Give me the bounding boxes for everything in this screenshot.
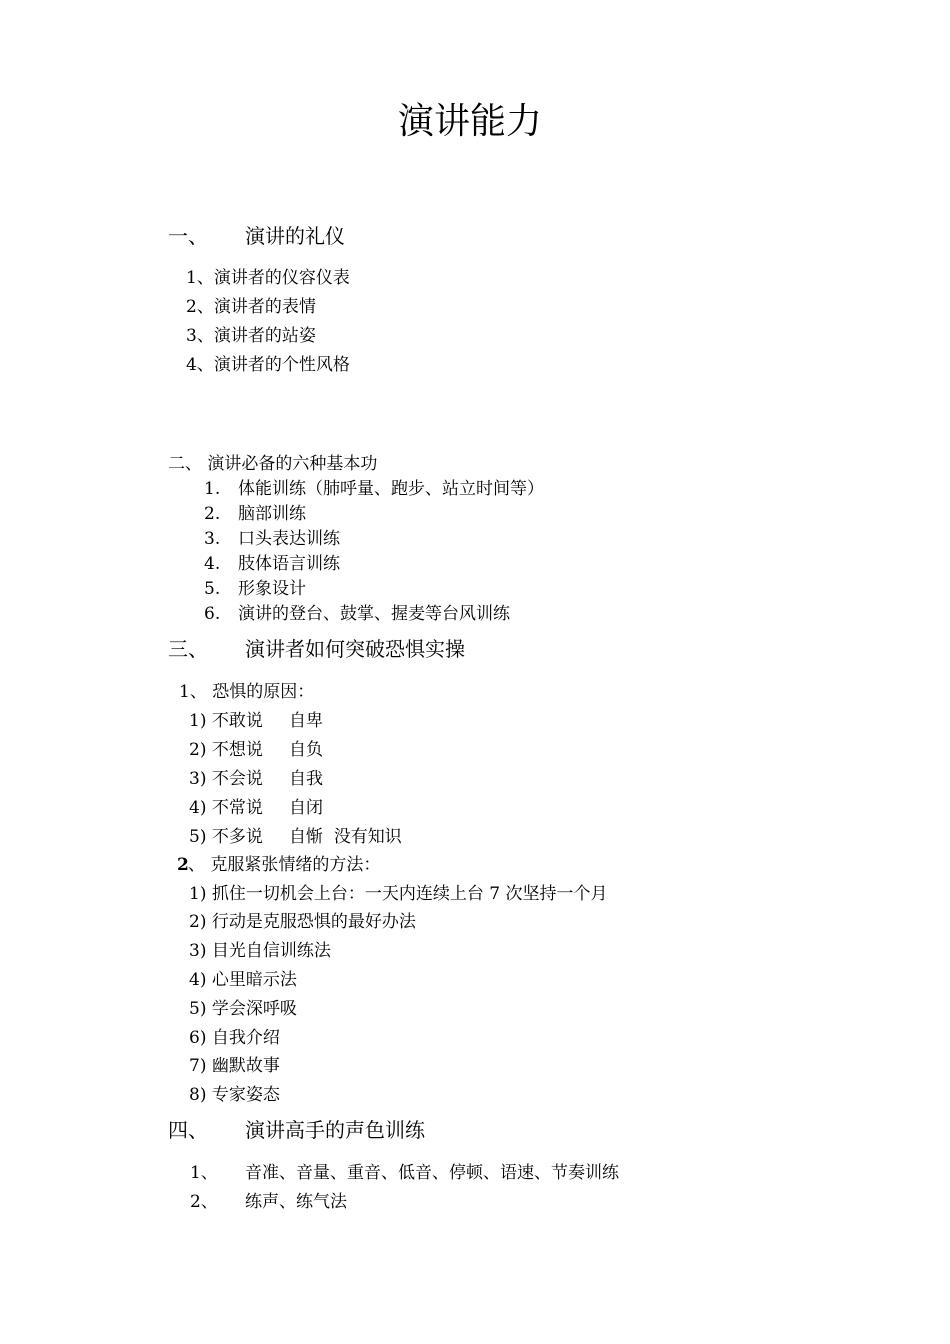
list-item: 5) 学会深呼吸 (189, 999, 297, 1019)
list-item: 3) 不会说 (189, 769, 263, 789)
list-item: 1) 不敢说 (189, 711, 263, 731)
section3-number: 三、 (168, 637, 208, 661)
section2-heading: 二、 演讲必备的六种基本功 (168, 454, 378, 474)
list-item-number: 1. (204, 479, 221, 499)
list-item: 肢体语言训练 (238, 554, 340, 574)
list-item: 1) 抓住一切机会上台：一天内连续上台 7 次坚持一个月 (189, 884, 608, 904)
list-item: 练声、练气法 (245, 1192, 347, 1212)
section3-heading: 演讲者如何突破恐惧实操 (245, 637, 465, 661)
list-item-number: 6. (204, 604, 221, 624)
section1-number: 一、 (168, 224, 208, 248)
list-item: 2) 不想说 (189, 740, 263, 760)
list-item: 3) 目光自信训练法 (189, 941, 331, 961)
list-item: 4) 不常说 (189, 798, 263, 818)
list-item: 6) 自我介绍 (189, 1028, 280, 1048)
list-item: 形象设计 (238, 579, 306, 599)
list-item: 口头表达训练 (238, 529, 340, 549)
list-item: 体能训练（肺呼量、跑步、站立时间等） (238, 479, 544, 499)
section1-heading: 演讲的礼仪 (245, 224, 345, 248)
list-item: 演讲的登台、鼓掌、握麦等台风训练 (238, 604, 510, 624)
list-item-note: 自负 (289, 740, 323, 760)
list-item: 2、演讲者的表情 (186, 297, 316, 317)
section4-heading: 演讲高手的声色训练 (245, 1118, 425, 1142)
subsection-heading: 、 克服紧张情绪的方法： (188, 855, 381, 875)
list-item: 3、演讲者的站姿 (186, 326, 316, 346)
list-item-note: 自卑 (289, 711, 323, 731)
list-item-number: 3. (204, 529, 221, 549)
list-item-number: 2、 (190, 1192, 218, 1212)
list-item: 5) 不多说 (189, 827, 263, 847)
list-item-number: 2. (204, 504, 221, 524)
list-item: 2) 行动是克服恐惧的最好办法 (189, 912, 416, 932)
list-item-note: 自我 (289, 769, 323, 789)
document-title: 演讲能力 (398, 101, 543, 142)
list-item-note: 自惭 没有知识 (289, 827, 402, 847)
list-item-number: 5. (204, 579, 221, 599)
list-item-note: 自闭 (289, 798, 323, 818)
list-item: 7) 幽默故事 (189, 1056, 280, 1076)
list-item: 音准、音量、重音、低音、停顿、语速、节奏训练 (245, 1163, 619, 1183)
list-item: 8) 专家姿态 (189, 1085, 280, 1105)
section4-number: 四、 (168, 1118, 208, 1142)
list-item: 1、演讲者的仪容仪表 (186, 268, 350, 288)
subsection-heading: 1、 恐惧的原因： (179, 682, 315, 702)
list-item: 4、演讲者的个性风格 (186, 355, 350, 375)
subsection-number: 2 (177, 855, 189, 875)
list-item: 脑部训练 (238, 504, 306, 524)
list-item-number: 4. (204, 554, 221, 574)
list-item-number: 1、 (190, 1163, 218, 1183)
list-item: 4) 心里暗示法 (189, 970, 297, 990)
